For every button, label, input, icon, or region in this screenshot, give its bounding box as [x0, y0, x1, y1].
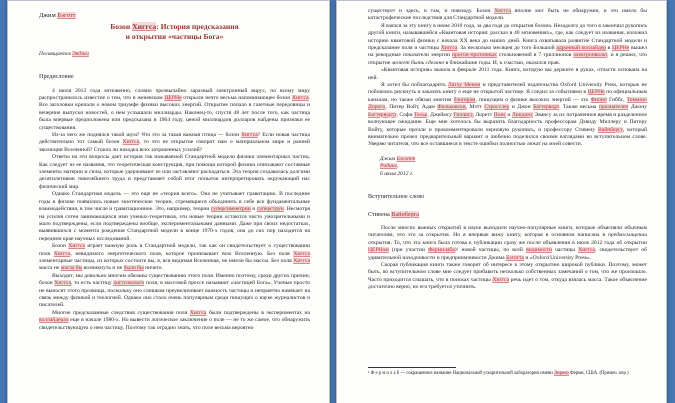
paragraph: Ответы на эти вопросы дает история так называемой Стандартной модели физики элементарных частиц. Как следует из ее названия, это теоретическая конструкция, при помощи которой физики описывают составные элементы материи и силы, которые удерживают ее или заставляют распадаться. Эта теория создавалась долгими десятилетиями тяжелейшего труда и представляет собой итог попыток интерпретировать окружающий нас физический мир. — [39, 154, 310, 190]
book-title — [39, 22, 310, 41]
paragraph: Бозон Хиггса играет важную роль в Стандартной модели, так как он свидетельствует о существовании поля Хиггса, невидимого энергетического поля, которое пронизывает всю Вселенную. Без поля Хиггса элементарные частицы, из которых состоите вы, я, вся видимая Вселенная, не имели бы массы. Без поля Хиггса масса не могла бы возникнуть и не было бы ничего. — [39, 243, 311, 272]
paragraph: 4 июля 2012 года мгновенно, словно чрезвычайно заразный электронный вирус, по всему миру распространилось известие о том, что в женевском ЦЕРНе открыли нечто весьма напоминающее бозон Хиггса. Все заголовки кричали о новом триумфе физики высоких энергий. Открытие попало в газетные передовицы и вечерние выпуски новостей, о нем услышали миллиарды. Наконец-то, спустя 48 лет после того, как частица была впервые предположена или предсказана в 1964 году, ценой миллиардов долларов найдены признаки ее существования. — [39, 87, 310, 131]
paragraph: Однако Стандартная модель — это еще не «теория всего». Она не учитывает гравитацию. В последние годы в физике появились новые экзотические теории, стремящиеся объединить в себе все фундаментальные взаимодействия, в том числе и гравитационное. Это, например, теории суперсимметрии и суперструн. Несмотря на усилия сотен занимающихся ими ученых-теоретиков, эти новые теории остаются чисто умозрительными и мало подтверждены, если подтверждены вообще, экспериментальными данными. Даже при своих недостатках, выявившихся с момента рождения Стандартной модели в конце 1970-х годов, она до сих пор находится на переднем крае научных исследований. — [39, 191, 311, 242]
paragraph: «Квантовая история» вышла в феврале 2011 года. Книга, которую вы держите в руках, отчасти основана на ней. — [368, 67, 647, 81]
book-author: Джим Бэготт — [39, 12, 76, 19]
paragraph: Я взялся за эту книгу в июне 2010 года, за два года до открытия бозона. Незадолго до того я закончил рукопись другой книги, называвшейся «Квантовая история: рассказ в 40 мгновениях», где, как следует из названия, изложил историю квантовой физики с начала XX века до наших дней. Книга охватывала развитие Стандартной модели и предсказание поля и частицы Хиггса. За несколько месяцев до того Большой адронный коллайдер в ЦЕРНе вышел на рекордные показатели энергии протон-протонных столкновений в 7 триллионов электронвольт, и я решил, что открытие может быть сделано в ближайшие годы. И, к счастью, оказался прав. — [368, 22, 647, 66]
dedication: Посвящается Энджи — [39, 51, 89, 58]
signature-date: 6 июля 2012 г. — [380, 170, 414, 177]
book-title-line2: и открытия «частицы Бога» — [125, 31, 224, 41]
foreword-heading: Вступительное слово — [368, 192, 425, 200]
foreword-author: Стивена Вайнберга — [368, 210, 419, 218]
paragraph: Из-за чего же поднялся такой шум? Что это за такая важная птица — бозон Хиггса? Если новая частица действительно тот самый бозон Хиггса, то что ее открытие говорит нам о материальном мире и ранней эволюции Вселенной? Стоила ли находка всех затраченных усилий? — [39, 132, 310, 153]
signature-name: Джим Бэготт — [380, 155, 416, 162]
paragraph: После многих важных открытий в науке выходили научно-популярные книги, которые объясняли обычным читателям, что это за открытия. Но я впервые вижу книгу, которая в основном написана в предвосхищении открытия. То, что эта книга была готова к публикации сразу же после объявления в июле 2012 года об открытии ЦЕРНом (при участии Фермилаба)¹ новой частицы, по всей видимости частицы Хиггса, свидетельствует об удивительной находчивости и предприимчивости Джима Бэготта и «Oxford University Press». — [368, 224, 647, 261]
paragraph: Многие предсказанные следствия существования поля Хиггса были подтверждены в экспериментах на коллайдерах еще в начале 1980-х. Но вывести логическое заключение о поле — не то же самое, что обнаружить свидетельствующую о нем частицу. Поэтому так отрадно знать, что поле весьма вероятно — [39, 309, 310, 331]
footnote — [368, 367, 644, 377]
footnote-divider — [368, 367, 456, 368]
preface-heading: Предисловие — [39, 72, 74, 80]
paragraph: Скорая публикация книги также говорит об интересе к этому открытию широкой публики. Поэтому, может быть, во вступительном слове мне следует прибавить несколько собственных замечаний о том, что же произошло. Часто приходится слышать, что в поисках частицы Хиггса речь идет о том, откуда взялась масса. Такое объяснение достаточно верно, но его требуется уточнить. — [368, 261, 647, 291]
signature-place: Ридинг, — [380, 163, 399, 170]
author-signature — [380, 156, 647, 179]
book-page-left[interactable] — [7, 0, 330, 403]
book-title-line1: Бозон Хиггса: История предсказания — [110, 22, 239, 31]
paragraph: существует и здесь, и там, и повсюду. Бозон Хиггса вполне мог быть не обнаружен, и это имело бы катастрофические последствия для Стандартной модели. — [368, 8, 647, 22]
paragraph: Выходит, мы довольно многим обязаны существованию этого поля. Именно поэтому, среди других причин, бозон Хиггса, то есть частицу хиггсовского поля, в массовой прессе называют «частицей Бога». Ученые просто не выносят этого прозвища, поскольку оно слишком преувеличивает важность частицы и неприятно намекает на связь между физикой и теологией. Однако оно стало очень популярным среди пишущих о науке журналистов и писателей. — [39, 272, 310, 309]
footnote-text: ¹ Ф е р м и л а б — сокращенное название Национальной ускорительной лаборатории имени Энрико Ферми, США. (Примеч. пер.) — [368, 370, 629, 376]
paragraph: Я хотел бы поблагодарить Латху Менон и представителей издательства Oxford University Press, которые не побоялись рискнуть и заказать книгу о еще не открытой частице. Я следил за событиями в ЦЕРНе по официальным каналам, но также обязан многим блогерам, пишущим о физике высоких энергий — это Филип Гиббс, Томмазо Дориго, Питер Войт, Адам Фальковски, Мэтт Стросслер и Джон Баттерворт. Также весьма признателен Джону Баттерворту, Софи Тесье, Джеймсу Гиллису, Лоретт Понс и Линдону Эвансу за их потраченное время и разделенное волнующее ожидание. Еще мне хотелось бы выразить благодарность профессорам Дэвиду Миллеру и Питеру Войту, которые прочли и прокомментировали черновую рукопись, и профессору Стивену Вайнбергу, который внимательно прочел предварительный вариант и любезно поделился своими взглядами во вступительном слове. Уверяю читателя, что все оставшиеся в тексте ошибки полностью лежат на моей совести. — [368, 82, 648, 148]
book-page-right[interactable] — [336, 0, 667, 403]
